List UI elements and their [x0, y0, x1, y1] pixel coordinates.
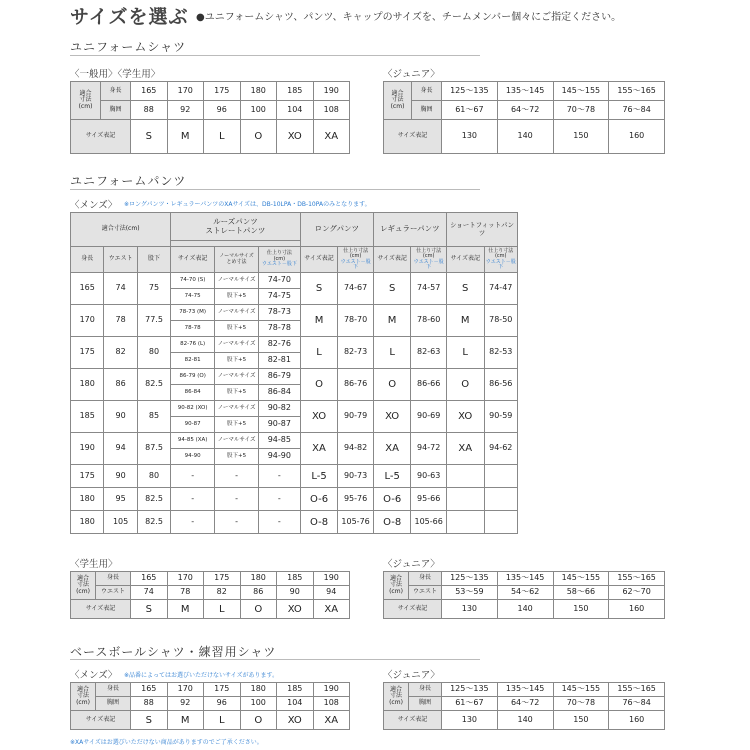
- empty-cell: [446, 488, 484, 511]
- cell: 165: [131, 82, 168, 101]
- pants-cell: 74-57: [411, 273, 447, 305]
- header-regular: レギュラーパンツ: [373, 213, 446, 247]
- table-row: [71, 305, 518, 321]
- cell: 165: [131, 683, 168, 697]
- pants-cell: 90-87: [258, 417, 300, 433]
- pants-cell: 86-79: [258, 369, 300, 385]
- row-label: 身長: [96, 572, 131, 586]
- pants-cell: 86-79 (O): [171, 369, 215, 385]
- cell: 125～135: [442, 82, 498, 101]
- row-label: サイズ表記: [384, 120, 442, 154]
- cell: S: [131, 711, 168, 730]
- pants-cell: 90: [104, 401, 137, 433]
- pants-cell: -: [171, 511, 215, 534]
- cell: 190: [313, 572, 350, 586]
- finish-label: 仕上り寸法 (cm): [488, 247, 514, 259]
- cell: L: [204, 120, 241, 154]
- pants-cell: XO: [373, 401, 411, 433]
- pants-cell: XA: [446, 433, 484, 465]
- pants-cell: 82-73: [338, 337, 374, 369]
- cell: XO: [277, 600, 314, 619]
- row-label: サイズ表記: [71, 120, 131, 154]
- cell: 96: [204, 697, 241, 711]
- cell: 82: [204, 586, 241, 600]
- cell: 185: [277, 572, 314, 586]
- pants-cell: 82-76: [258, 337, 300, 353]
- header-waist: ウエスト: [104, 247, 137, 273]
- pants-cell: 74-75: [171, 289, 215, 305]
- pants-cell: M: [373, 305, 411, 337]
- waist-inseam-label: ウエスト－股下: [261, 261, 297, 268]
- shirt-junior-table: [383, 81, 665, 154]
- cell: L: [204, 711, 241, 730]
- pants-cell: 170: [71, 305, 104, 337]
- cell: 92: [167, 697, 204, 711]
- pants-cell: 90-63: [411, 465, 447, 488]
- pants-cell: -: [215, 511, 259, 534]
- cell: 135～145: [497, 683, 553, 697]
- cell: 145～155: [553, 572, 609, 586]
- bs-mens-table: [70, 682, 350, 730]
- pants-cell: 175: [71, 465, 104, 488]
- cell: 108: [313, 697, 350, 711]
- cell: 130: [442, 120, 498, 154]
- row-label: 身長: [96, 683, 131, 697]
- cell: 155～165: [609, 82, 665, 101]
- table-row: [71, 488, 518, 511]
- cell: 160: [609, 120, 665, 154]
- cell: 104: [277, 697, 314, 711]
- cell: 150: [553, 600, 609, 619]
- pants-cell: XA: [373, 433, 411, 465]
- bs-note: ※品番によってはお選びいただけないサイズがあります。: [124, 672, 279, 679]
- header-height: 身長: [71, 247, 104, 273]
- header-loose: ルーズパンツ ストレートパンツ: [171, 213, 301, 241]
- pants-cell: O-6: [373, 488, 411, 511]
- cell: 175: [204, 572, 241, 586]
- pants-cell: 85: [137, 401, 170, 433]
- pants-cell: 75: [137, 273, 170, 305]
- header-finish: [484, 247, 517, 273]
- cell: 64～72: [497, 697, 553, 711]
- cell: S: [131, 600, 168, 619]
- group-label: 適合 寸法 (cm): [384, 683, 409, 711]
- pants-cell: 股下+5: [215, 385, 259, 401]
- pants-cell: 94-72: [411, 433, 447, 465]
- pants-cell: 股下+5: [215, 321, 259, 337]
- pants-cell: 86-76: [338, 369, 374, 401]
- pants-cell: 86-56: [484, 369, 517, 401]
- finish-label: 仕上り寸法 (cm): [343, 247, 369, 259]
- row-label: 胸囲: [409, 697, 442, 711]
- pants-cell: 105: [104, 511, 137, 534]
- section-uniform-pants: ユニフォームパンツ: [70, 174, 187, 188]
- pants-cell: 95-76: [338, 488, 374, 511]
- empty-cell: [484, 511, 517, 534]
- header-size: サイズ表記: [373, 247, 411, 273]
- pants-cell: 82-81: [258, 353, 300, 369]
- pants-cell: O: [300, 369, 338, 401]
- pants-cell: ノーマルサイズ: [215, 433, 259, 449]
- label-mens-pants: 〈メンズ〉: [70, 200, 118, 211]
- group-label: 適合 寸法 (cm): [71, 572, 96, 600]
- pants-cell: 78-60: [411, 305, 447, 337]
- section-uniform-shirt: ユニフォームシャツ: [70, 40, 187, 54]
- cell: S: [131, 120, 168, 154]
- pants-cell: 86: [104, 369, 137, 401]
- pants-cell: 95-66: [411, 488, 447, 511]
- cell: 70～78: [553, 697, 609, 711]
- pants-cell: 185: [71, 401, 104, 433]
- pants-cell: -: [258, 465, 300, 488]
- pants-cell: 77.5: [137, 305, 170, 337]
- pants-cell: 90-87: [171, 417, 215, 433]
- cell: XA: [313, 600, 350, 619]
- waist-inseam-label: ウエスト－股下: [485, 258, 516, 270]
- cell: 130: [442, 711, 498, 730]
- empty-cell: [484, 488, 517, 511]
- pants-cell: 74-47: [484, 273, 517, 305]
- pants-cell: 94-85 (XA): [171, 433, 215, 449]
- bs-junior-table: [383, 682, 665, 730]
- pants-cell: 74-67: [338, 273, 374, 305]
- pants-cell: 股下+5: [215, 353, 259, 369]
- cell: 170: [167, 572, 204, 586]
- pants-cell: 90-59: [484, 401, 517, 433]
- cell: 155～165: [609, 572, 665, 586]
- pants-cell: L-5: [300, 465, 338, 488]
- row-label: 胸囲: [101, 101, 131, 120]
- pants-cell: 105-66: [411, 511, 447, 534]
- header-long: ロングパンツ: [300, 213, 373, 247]
- finish-label: 仕上り寸法 (cm): [266, 250, 292, 262]
- pants-cell: 82-81: [171, 353, 215, 369]
- cell: 160: [609, 711, 665, 730]
- pants-cell: L: [300, 337, 338, 369]
- cell: 78: [167, 586, 204, 600]
- cell: XO: [277, 711, 314, 730]
- header-fit: 適合寸法(cm): [71, 213, 171, 247]
- pants-table: [70, 212, 518, 534]
- pants-cell: S: [373, 273, 411, 305]
- group-label: 適合 寸法 (cm): [384, 82, 412, 120]
- pants-cell: 94-90: [171, 449, 215, 465]
- cell: 175: [204, 683, 241, 697]
- pants-cell: S: [446, 273, 484, 305]
- header-finish: [411, 247, 447, 273]
- pants-cell: 82-63: [411, 337, 447, 369]
- label-junior-pants: 〈ジュニア〉: [383, 559, 440, 570]
- pants-cell: 股下+5: [215, 289, 259, 305]
- cell: 180: [240, 572, 277, 586]
- cell: 61～67: [442, 101, 498, 120]
- pants-cell: 78-73 (M): [171, 305, 215, 321]
- pants-cell: O-8: [373, 511, 411, 534]
- cell: 180: [240, 683, 277, 697]
- pants-cell: O-8: [300, 511, 338, 534]
- cell: 130: [442, 600, 498, 619]
- header-size: サイズ表記: [446, 247, 484, 273]
- row-label: 身長: [409, 572, 442, 586]
- pants-cell: 74-75: [258, 289, 300, 305]
- pants-cell: 86-84: [258, 385, 300, 401]
- finish-label: 仕上り寸法 (cm): [416, 247, 442, 259]
- cell: 135～145: [497, 82, 553, 101]
- cell: 94: [313, 586, 350, 600]
- empty-cell: [446, 511, 484, 534]
- cell: 53～59: [442, 586, 498, 600]
- cell: 135～145: [497, 572, 553, 586]
- cell: 70～78: [553, 101, 609, 120]
- pants-cell: 80: [137, 337, 170, 369]
- pants-cell: ノーマルサイズ: [215, 273, 259, 289]
- pants-note: ※ロングパンツ・レギュラーパンツのXAサイズは、DB-10LPA・DB-10PAのみとなります。: [124, 201, 371, 208]
- pants-student-table: [70, 571, 350, 619]
- cell: 190: [313, 683, 350, 697]
- section-rule: [70, 55, 480, 56]
- pants-cell: 股下+5: [215, 417, 259, 433]
- header-size: サイズ表記: [300, 247, 338, 273]
- pants-cell: 78-78: [258, 321, 300, 337]
- pants-cell: M: [446, 305, 484, 337]
- cell: 125～135: [442, 572, 498, 586]
- pants-cell: 78-78: [171, 321, 215, 337]
- pants-cell: ノーマルサイズ: [215, 305, 259, 321]
- row-label: サイズ表記: [384, 711, 442, 730]
- row-label: サイズ表記: [384, 600, 442, 619]
- pants-cell: 82.5: [137, 511, 170, 534]
- pants-cell: 82: [104, 337, 137, 369]
- table-row: [71, 369, 518, 385]
- page-title: サイズを選ぶ: [70, 6, 189, 28]
- cell: 88: [131, 697, 168, 711]
- cell: M: [167, 120, 204, 154]
- pants-cell: ノーマルサイズ: [215, 401, 259, 417]
- table-row: [71, 465, 518, 488]
- cell: 150: [553, 711, 609, 730]
- cell: 190: [313, 82, 350, 101]
- label-junior-shirt: 〈ジュニア〉: [383, 69, 440, 80]
- cell: 175: [204, 82, 241, 101]
- label-mens-bs: 〈メンズ〉: [70, 670, 118, 681]
- cell: 140: [497, 120, 553, 154]
- pants-cell: ノーマルサイズ: [215, 369, 259, 385]
- pants-cell: L: [373, 337, 411, 369]
- pants-cell: 78-50: [484, 305, 517, 337]
- cell: 108: [313, 101, 350, 120]
- waist-inseam-label: ウエスト－股下: [413, 258, 444, 270]
- cell: 180: [240, 82, 277, 101]
- cell: 185: [277, 82, 314, 101]
- pants-cell: 86-84: [171, 385, 215, 401]
- pants-cell: 90-69: [411, 401, 447, 433]
- pants-cell: XO: [300, 401, 338, 433]
- cell: 140: [497, 711, 553, 730]
- cell: 160: [609, 600, 665, 619]
- pants-cell: 87.5: [137, 433, 170, 465]
- cell: XO: [277, 120, 314, 154]
- cell: 145～155: [553, 683, 609, 697]
- header-size: サイズ表記: [171, 247, 215, 273]
- pants-cell: -: [215, 465, 259, 488]
- group-label: 適合 寸法 (cm): [384, 572, 409, 600]
- pants-cell: XO: [446, 401, 484, 433]
- cell: 155～165: [609, 683, 665, 697]
- cell: 76～84: [609, 697, 665, 711]
- pants-cell: 82.5: [137, 488, 170, 511]
- label-student-pants: 〈学生用〉: [70, 559, 118, 570]
- cell: O: [240, 120, 277, 154]
- pants-cell: 90-82: [258, 401, 300, 417]
- pants-cell: -: [258, 511, 300, 534]
- table-row: [71, 273, 518, 289]
- cell: 100: [240, 101, 277, 120]
- label-junior-bs: 〈ジュニア〉: [383, 670, 440, 681]
- pants-cell: O: [373, 369, 411, 401]
- cell: L: [204, 600, 241, 619]
- cell: 125～135: [442, 683, 498, 697]
- cell: M: [167, 600, 204, 619]
- header-finish: [338, 247, 374, 273]
- pants-cell: 90-73: [338, 465, 374, 488]
- pants-cell: L-5: [373, 465, 411, 488]
- cell: 90: [277, 586, 314, 600]
- cell: O: [240, 711, 277, 730]
- cell: 54～62: [497, 586, 553, 600]
- page-subtitle: ●ユニフォームシャツ、パンツ、キャップのサイズを、チームメンバー個々にご指定ください。: [196, 12, 622, 23]
- header-inseam: 股下: [137, 247, 170, 273]
- table-row: [71, 337, 518, 353]
- pants-cell: 74-70: [258, 273, 300, 289]
- pants-cell: 180: [71, 488, 104, 511]
- shirt-general-table: [70, 81, 350, 154]
- pants-cell: 82-76 (L): [171, 337, 215, 353]
- cell: 170: [167, 82, 204, 101]
- cell: M: [167, 711, 204, 730]
- cell: XA: [313, 711, 350, 730]
- header-short: ショートフィットパンツ: [446, 213, 517, 247]
- cell: 185: [277, 683, 314, 697]
- pants-cell: -: [171, 488, 215, 511]
- row-label: 胸囲: [412, 101, 442, 120]
- cell: 88: [131, 101, 168, 120]
- pants-cell: 190: [71, 433, 104, 465]
- cell: 74: [131, 586, 168, 600]
- empty-cell: [446, 465, 484, 488]
- pants-cell: 94-82: [338, 433, 374, 465]
- pants-cell: 90: [104, 465, 137, 488]
- pants-cell: 78-73: [258, 305, 300, 321]
- pants-cell: O-6: [300, 488, 338, 511]
- header-finish: [258, 247, 300, 273]
- pants-cell: 180: [71, 369, 104, 401]
- pants-cell: O: [446, 369, 484, 401]
- pants-cell: 180: [71, 511, 104, 534]
- cell: O: [240, 600, 277, 619]
- header-normal: ノーマルサイズ とめ寸法: [215, 247, 259, 273]
- row-label: サイズ表記: [71, 711, 131, 730]
- pants-cell: 74: [104, 273, 137, 305]
- table-row: [71, 401, 518, 417]
- pants-cell: 80: [137, 465, 170, 488]
- pants-cell: -: [215, 488, 259, 511]
- section-baseball-shirt: ベースボールシャツ・練習用シャツ: [70, 645, 277, 659]
- row-label: ウエスト: [409, 586, 442, 600]
- group-label: 適合 寸法 (cm): [71, 82, 101, 120]
- cell: 104: [277, 101, 314, 120]
- pants-cell: 90-79: [338, 401, 374, 433]
- row-label: 胸囲: [96, 697, 131, 711]
- row-label: ウエスト: [96, 586, 131, 600]
- pants-cell: M: [300, 305, 338, 337]
- waist-inseam-label: ウエスト－股下: [340, 258, 371, 270]
- cell: 140: [497, 600, 553, 619]
- pants-cell: 94-85: [258, 433, 300, 449]
- row-label: サイズ表記: [71, 600, 131, 619]
- cell: 76～84: [609, 101, 665, 120]
- label-general-student: 〈一般用〉〈学生用〉: [70, 69, 161, 80]
- table-row: [71, 433, 518, 449]
- pants-cell: 94: [104, 433, 137, 465]
- pants-cell: L: [446, 337, 484, 369]
- section-rule: [70, 659, 480, 660]
- pants-cell: 175: [71, 337, 104, 369]
- cell: 150: [553, 120, 609, 154]
- pants-cell: 86-66: [411, 369, 447, 401]
- pants-cell: 82.5: [137, 369, 170, 401]
- table-row: [71, 511, 518, 534]
- pants-cell: ノーマルサイズ: [215, 337, 259, 353]
- pants-cell: 78-70: [338, 305, 374, 337]
- cell: 64～72: [497, 101, 553, 120]
- row-label: 身長: [101, 82, 131, 101]
- pants-cell: 82-53: [484, 337, 517, 369]
- footer-note: ※XAサイズはお選びいただけない商品がありますのでご了承ください。: [70, 739, 263, 746]
- pants-cell: 105-76: [338, 511, 374, 534]
- pants-cell: 95: [104, 488, 137, 511]
- section-rule: [70, 189, 480, 190]
- cell: 170: [167, 683, 204, 697]
- pants-cell: -: [171, 465, 215, 488]
- pants-cell: S: [300, 273, 338, 305]
- empty-cell: [484, 465, 517, 488]
- cell: 86: [240, 586, 277, 600]
- pants-cell: -: [258, 488, 300, 511]
- row-label: 身長: [409, 683, 442, 697]
- cell: 61～67: [442, 697, 498, 711]
- pants-junior-table: [383, 571, 665, 619]
- group-label: 適合 寸法 (cm): [71, 683, 96, 711]
- pants-cell: 94-90: [258, 449, 300, 465]
- pants-cell: 78: [104, 305, 137, 337]
- cell: XA: [313, 120, 350, 154]
- cell: 92: [167, 101, 204, 120]
- row-label: 身長: [412, 82, 442, 101]
- pants-cell: 74-70 (S): [171, 273, 215, 289]
- cell: 96: [204, 101, 241, 120]
- cell: 145～155: [553, 82, 609, 101]
- pants-cell: 股下+5: [215, 449, 259, 465]
- pants-cell: 90-82 (XO): [171, 401, 215, 417]
- cell: 62～70: [609, 586, 665, 600]
- cell: 165: [131, 572, 168, 586]
- pants-cell: XA: [300, 433, 338, 465]
- cell: 100: [240, 697, 277, 711]
- pants-cell: 165: [71, 273, 104, 305]
- pants-cell: 94-62: [484, 433, 517, 465]
- cell: 58～66: [553, 586, 609, 600]
